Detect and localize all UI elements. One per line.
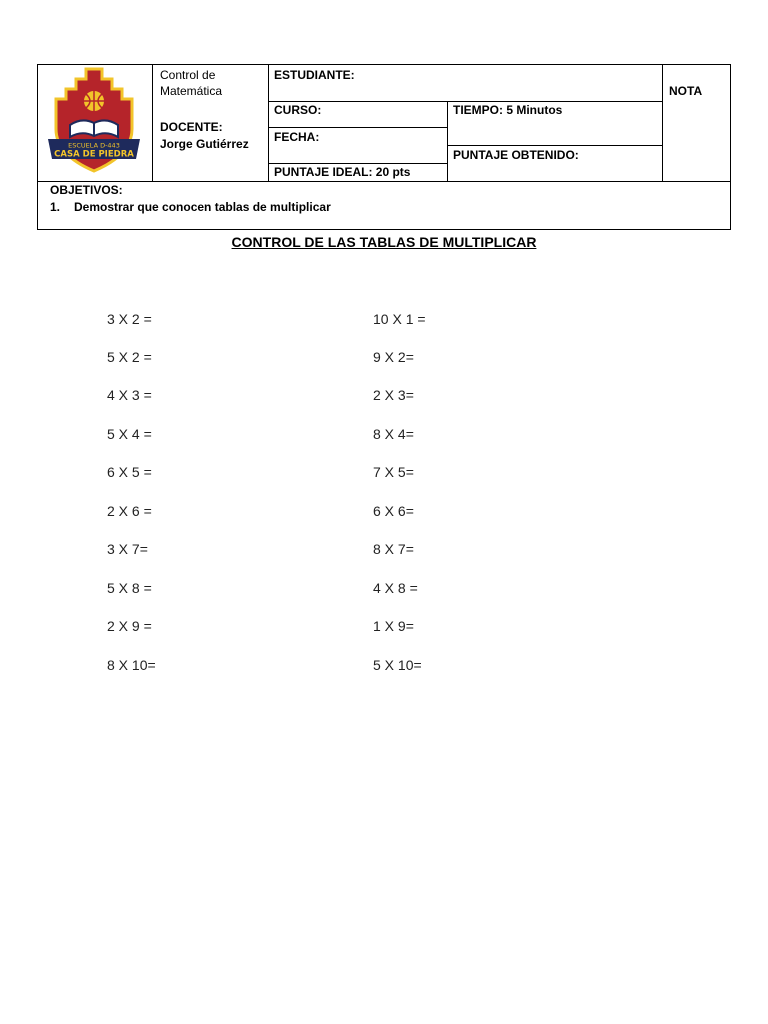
score-obtained-label: PUNTAJE OBTENIDO: bbox=[453, 148, 579, 162]
exercise-item: 6 X 6= bbox=[373, 503, 414, 519]
exercise-item: 5 X 2 = bbox=[107, 349, 152, 365]
exercise-item: 5 X 8 = bbox=[107, 580, 152, 596]
exercise-item: 2 X 9 = bbox=[107, 618, 152, 634]
subject-line-2: Matemática bbox=[160, 84, 223, 98]
exercise-item: 8 X 10= bbox=[107, 657, 156, 673]
exercise-item: 4 X 3 = bbox=[107, 387, 152, 403]
objective-number: 1. bbox=[50, 200, 61, 214]
logo-top-text: ESCUELA D-443 bbox=[68, 141, 120, 150]
ideal-score-label: PUNTAJE IDEAL: 20 pts bbox=[274, 165, 411, 179]
page-title: CONTROL DE LAS TABLAS DE MULTIPLICAR bbox=[231, 234, 537, 250]
logo-name: CASA DE PIEDRA bbox=[54, 149, 134, 160]
objectives-label: OBJETIVOS: bbox=[50, 183, 123, 197]
time-label: TIEMPO: 5 Minutos bbox=[453, 103, 563, 117]
exercise-item: 6 X 5 = bbox=[107, 464, 152, 480]
exercise-item: 1 X 9= bbox=[373, 618, 414, 634]
exercise-item: 3 X 2 = bbox=[107, 311, 152, 327]
student-field-label: ESTUDIANTE: bbox=[274, 68, 355, 82]
exercise-item: 7 X 5= bbox=[373, 464, 414, 480]
subject-line-1: Control de bbox=[160, 68, 216, 82]
course-field-label: CURSO: bbox=[274, 103, 322, 117]
exercise-item: 8 X 7= bbox=[373, 541, 414, 557]
header-table bbox=[37, 64, 731, 230]
school-logo bbox=[44, 67, 144, 175]
objective-1: Demostrar que conocen tablas de multiplicar bbox=[74, 200, 331, 214]
exercise-item: 10 X 1 = bbox=[373, 311, 426, 327]
exercise-item: 2 X 6 = bbox=[107, 503, 152, 519]
exercise-item: 3 X 7= bbox=[107, 541, 148, 557]
exercise-item: 8 X 4= bbox=[373, 426, 414, 442]
teacher-name: Jorge Gutiérrez bbox=[160, 137, 249, 151]
exercise-item: 2 X 3= bbox=[373, 387, 414, 403]
exercise-item: 5 X 10= bbox=[373, 657, 422, 673]
date-field-label: FECHA: bbox=[274, 130, 320, 144]
exercise-item: 5 X 4 = bbox=[107, 426, 152, 442]
grade-label: NOTA bbox=[669, 84, 703, 98]
exercise-item: 9 X 2= bbox=[373, 349, 414, 365]
teacher-label: DOCENTE: bbox=[160, 120, 223, 134]
exercise-item: 4 X 8 = bbox=[373, 580, 418, 596]
